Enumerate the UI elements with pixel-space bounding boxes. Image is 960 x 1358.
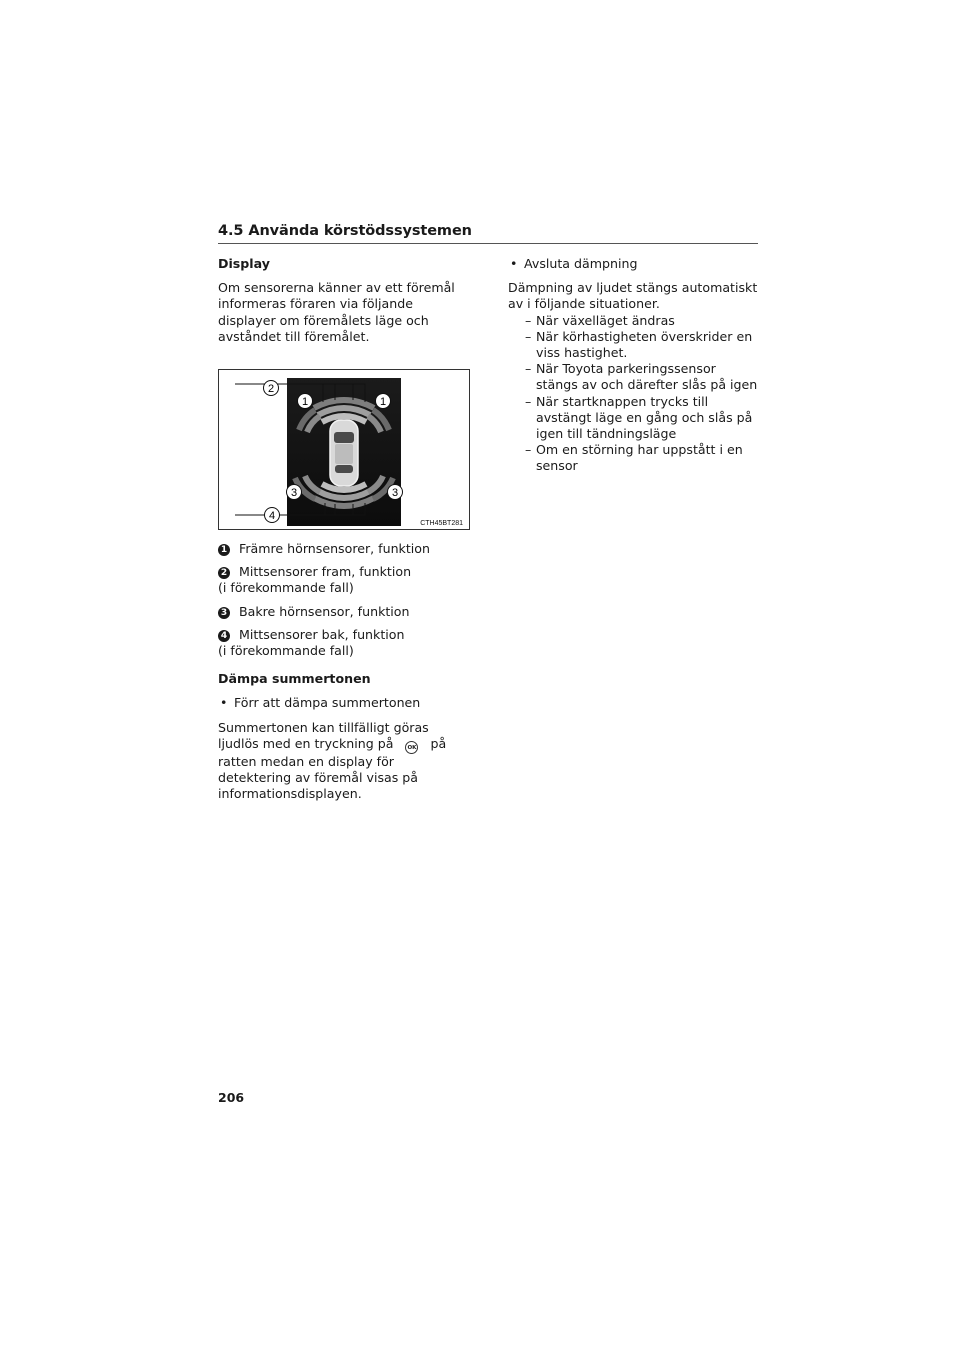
list-item: – Om en störning har uppstått i en sensor bbox=[525, 442, 743, 474]
bullet-dot: • bbox=[220, 695, 228, 711]
callout-item bbox=[218, 564, 470, 596]
end-bullet bbox=[508, 256, 758, 272]
figure-label-1-right: 1 bbox=[379, 396, 387, 409]
page-number: 206 bbox=[218, 1090, 245, 1105]
callout-item bbox=[218, 627, 470, 659]
figure-label-2: 2 bbox=[267, 383, 275, 396]
auto-text: Dämpning av ljudet stängs automatiskt av i följande situationer. bbox=[508, 280, 758, 312]
callout-text: Mittsensorer fram, funktion bbox=[239, 564, 412, 580]
list-item: – När Toyota parkeringssensor stängs av och därefter slås på igen bbox=[525, 361, 758, 393]
parking-sensor-figure bbox=[218, 369, 470, 530]
callout-subtext: (i förekommande fall) bbox=[218, 580, 354, 596]
ok-button-icon: OK bbox=[405, 741, 418, 754]
end-bullet-text: Avsluta dämpning bbox=[524, 256, 638, 271]
car-top-view bbox=[330, 420, 358, 486]
list-item: – När växelläget ändras bbox=[525, 312, 675, 328]
list-item: – När startknappen trycks till avstängt läge en gång och slås på igen till tändningsläge bbox=[525, 393, 753, 442]
dash-marker: – bbox=[525, 361, 532, 377]
callout-number: 3 bbox=[218, 607, 230, 619]
left-column bbox=[218, 256, 470, 810]
figure-label-4: 4 bbox=[268, 510, 276, 523]
callout-number: 4 bbox=[218, 630, 230, 642]
figure-code: CTH45BT281 bbox=[420, 520, 463, 528]
section-title: 4.5 Använda körstödssystemen bbox=[218, 223, 758, 244]
callout-number: 1 bbox=[218, 544, 230, 556]
figure-label-1-left: 1 bbox=[301, 396, 309, 409]
right-column bbox=[508, 256, 758, 475]
mute-text-2: på ratten medan en display för detektering av föremål visas på informationsdisplayen. bbox=[218, 735, 447, 802]
callout-text: Främre hörnsensorer, funktion bbox=[239, 541, 430, 557]
parking-sensor-illustration bbox=[219, 370, 469, 529]
list-item: – När körhastigheten överskrider en viss hastighet. bbox=[525, 328, 753, 361]
dash-marker: – bbox=[525, 393, 532, 409]
figure-label-3-left: 3 bbox=[290, 487, 298, 500]
display-intro: Om sensorerna känner av ett föremål informeras föraren via följande displayer om föremålets läge och avståndet till föremålet. bbox=[218, 280, 455, 344]
callout-item bbox=[218, 541, 470, 557]
mute-bullet-text: Förr att dämpa summertonen bbox=[234, 695, 421, 711]
callout-text: Mittsensorer bak, funktion bbox=[239, 626, 405, 642]
callout-item bbox=[218, 604, 470, 620]
display-heading: Display bbox=[218, 256, 270, 271]
dash-marker: – bbox=[525, 442, 532, 458]
mute-text-1: Summertonen kan tillfälligt göras ljudlös med en tryckning på bbox=[218, 719, 429, 751]
callout-subtext: (i förekommande fall) bbox=[218, 643, 354, 659]
dash-marker: – bbox=[525, 312, 532, 328]
dash-marker: – bbox=[525, 328, 532, 344]
mute-bullet bbox=[218, 695, 470, 711]
figure-label-3-right: 3 bbox=[391, 487, 399, 500]
mute-heading: Dämpa summertonen bbox=[218, 671, 371, 687]
callout-number: 2 bbox=[218, 567, 230, 579]
situation-list bbox=[508, 313, 758, 475]
bullet-dot: • bbox=[510, 256, 518, 271]
mute-paragraph bbox=[218, 720, 470, 803]
callout-text: Bakre hörnsensor, funktion bbox=[239, 603, 410, 619]
